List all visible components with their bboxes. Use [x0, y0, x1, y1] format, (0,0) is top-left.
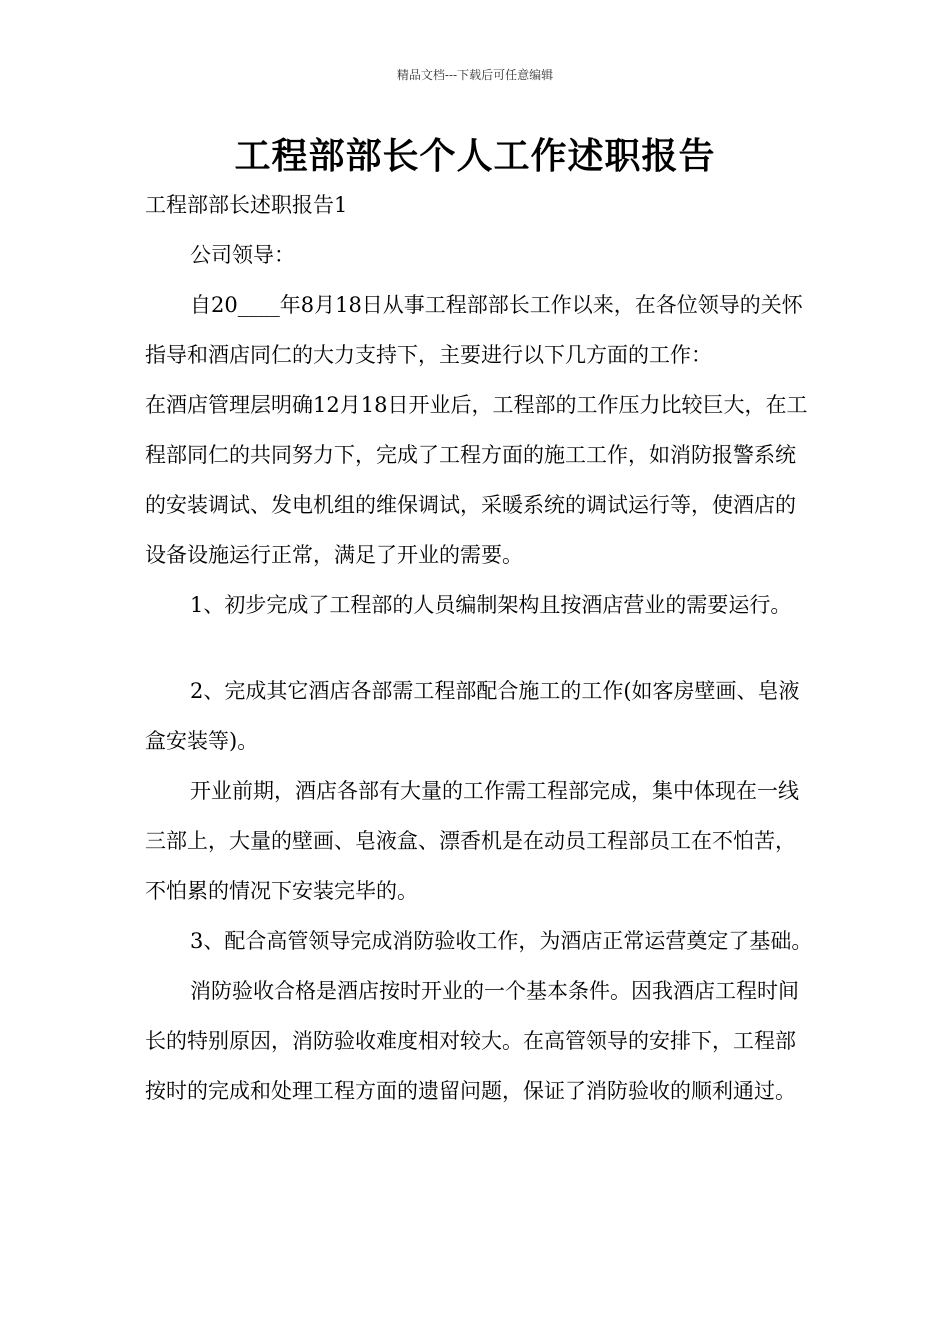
- list-item-2: 2、完成其它酒店各部需工程部配合施工的工作(如客房壁画、皂液盒安装等)。: [145, 679, 800, 753]
- list-item-3: 3、配合高管领导完成消防验收工作，为酒店正常运营奠定了基础。: [190, 929, 813, 953]
- document-body: [145, 180, 815, 1116]
- report-subtitle: 工程部部长述职报告1: [145, 193, 348, 217]
- body-paragraph: 开业前期，酒店各部有大量的工作需工程部完成，集中体现在一线三部上，大量的壁画、皂液盒、漂香机是在动员工程部员工在不怕苦，不怕累的情况下安装完毕的。: [145, 779, 799, 903]
- body-paragraph: 自20____年8月18日从事工程部部长工作以来，在各位领导的关怀指导和酒店同仁的大力支持下，主要进行以下几方面的工作：: [145, 293, 803, 367]
- salutation: 公司领导：: [190, 243, 295, 267]
- body-paragraph: 消防验收合格是酒店按时开业的一个基本条件。因我酒店工程时间长的特别原因，消防验收难度相对较大。在高管领导的安排下，工程部按时的完成和处理工程方面的遗留问题，保证了消防验收的顺利通过。: [145, 979, 799, 1103]
- list-item-1: 1、初步完成了工程部的人员编制架构且按酒店营业的需要运行。: [190, 593, 792, 617]
- document-title: 工程部部长个人工作述职报告: [234, 135, 716, 177]
- body-paragraph: 在酒店管理层明确12月18日开业后，工程部的工作压力比较巨大，在工程部同仁的共同努力下，完成了工程方面的施工工作，如消防报警系统的安装调试、发电机组的维保调试，采暖系统的调试运行等，使酒店的设备设施运行正常，满足了开业的需要。: [145, 393, 808, 567]
- header-note: 精品文档---下载后可任意编辑: [396, 68, 554, 82]
